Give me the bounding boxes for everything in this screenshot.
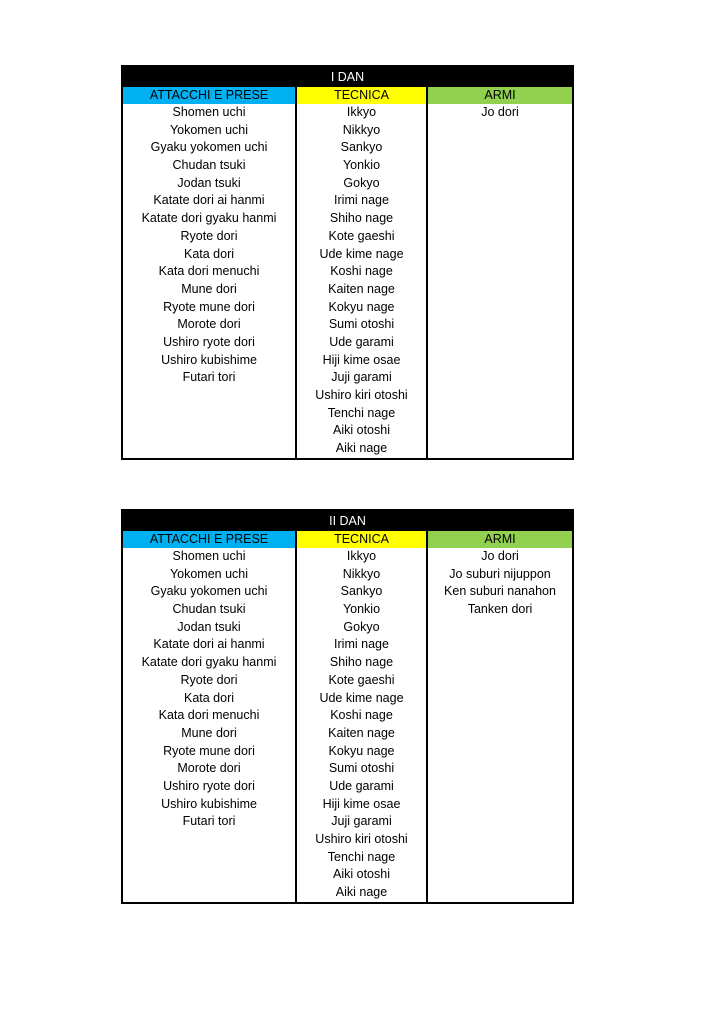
column-attacchi xyxy=(123,548,297,902)
table-cell-attacchi xyxy=(123,440,295,458)
table-cell-tecnica: Gokyo xyxy=(343,175,380,190)
table-cell-tecnica: Juji garami xyxy=(331,814,392,829)
table-cell-armi xyxy=(428,387,572,405)
table-cell-armi: Jo dori xyxy=(481,549,519,563)
table-cell-attacchi: Katate dori gyaku hanmi xyxy=(141,211,277,226)
table-cell-armi: Jo dori xyxy=(481,105,519,119)
table-cell-attacchi: Katate dori gyaku hanmi xyxy=(141,655,277,670)
table-cell-tecnica: Tenchi nage xyxy=(327,849,396,864)
table-cell-attacchi: Kata dori menuchi xyxy=(158,264,260,279)
column-tecnica xyxy=(297,548,428,902)
table-header-row xyxy=(123,531,572,548)
table-cell-armi xyxy=(428,281,572,299)
table-cell-armi xyxy=(428,228,572,246)
table-cell-attacchi: Yokomen uchi xyxy=(169,566,249,581)
table-cell-armi xyxy=(428,369,572,387)
table-cell-tecnica: Kaiten nage xyxy=(328,281,395,296)
table-cell-armi xyxy=(428,299,572,317)
table-cell-tecnica: Ikkyo xyxy=(346,549,377,563)
table-cell-attacchi: Yokomen uchi xyxy=(169,122,249,137)
table-cell-attacchi: Mune dori xyxy=(181,725,237,740)
table-header-row xyxy=(123,87,572,104)
table-cell-tecnica: Shiho nage xyxy=(329,655,394,670)
header-armi: ARMI xyxy=(428,87,572,104)
table-cell-tecnica: Ushiro kiri otoshi xyxy=(315,388,408,402)
table-cell-armi: Jo suburi nijuppon xyxy=(449,566,551,581)
table-cell-tecnica: Aiki nage xyxy=(335,885,388,900)
table-cell-armi xyxy=(428,849,572,867)
table-cell-tecnica: Irimi nage xyxy=(334,193,389,208)
dan-table-2 xyxy=(121,509,574,904)
table-cell-armi xyxy=(428,796,572,814)
table-cell-tecnica: Aiki otoshi xyxy=(333,867,390,882)
table-cell-tecnica: Yonkio xyxy=(342,158,381,173)
table-cell-attacchi: Jodan tsuki xyxy=(177,175,241,190)
table-cell-tecnica: Ude kime nage xyxy=(319,690,404,705)
table-cell-armi xyxy=(428,654,572,672)
table-cell-tecnica: Ude kime nage xyxy=(319,246,404,261)
table-cell-tecnica: Tenchi nage xyxy=(327,405,396,420)
column-tecnica xyxy=(297,104,428,458)
table-cell-attacchi: Futari tori xyxy=(182,370,236,385)
table-cell-armi xyxy=(428,246,572,264)
table-cell-tecnica: Shiho nage xyxy=(329,211,394,226)
table-cell-attacchi: Ryote dori xyxy=(180,228,238,243)
table-cell-armi xyxy=(428,690,572,708)
table-cell-armi xyxy=(428,405,572,423)
table-cell-armi xyxy=(428,316,572,334)
table-cell-attacchi: Gyaku yokomen uchi xyxy=(150,140,268,155)
table-cell-tecnica: Sumi otoshi xyxy=(328,317,395,332)
table-cell-armi xyxy=(428,884,572,902)
header-tecnica: TECNICA xyxy=(297,531,428,548)
table-cell-tecnica: Kaiten nage xyxy=(328,725,395,740)
table-cell-attacchi: Jodan tsuki xyxy=(177,619,241,634)
table-cell-tecnica: Koshi nage xyxy=(330,708,393,723)
table-cell-attacchi: Ryote dori xyxy=(180,672,238,687)
table-cell-tecnica: Kote gaeshi xyxy=(328,228,395,243)
table-cell-attacchi: Ryote mune dori xyxy=(163,743,255,758)
table-cell-armi xyxy=(428,743,572,761)
table-cell-armi: Ken suburi nanahon xyxy=(444,584,556,599)
table-cell-armi xyxy=(428,725,572,743)
table-cell-attacchi: Chudan tsuki xyxy=(172,158,246,173)
table-cell-attacchi: Shomen uchi xyxy=(172,105,246,119)
table-cell-tecnica: Juji garami xyxy=(331,370,392,385)
table-cell-tecnica: Ude garami xyxy=(329,778,394,793)
table-cell-tecnica: Gokyo xyxy=(343,619,380,634)
table-cell-attacchi xyxy=(123,422,295,440)
table-cell-armi xyxy=(428,619,572,637)
table-cell-attacchi xyxy=(123,884,295,902)
table-cell-tecnica: Kote gaeshi xyxy=(328,672,395,687)
table-cell-tecnica: Ikkyo xyxy=(346,105,377,119)
table-cell-armi xyxy=(428,334,572,352)
table-cell-attacchi xyxy=(123,387,295,405)
column-attacchi xyxy=(123,104,297,458)
table-cell-armi xyxy=(428,352,572,370)
table-cell-armi xyxy=(428,672,572,690)
header-attacchi: ATTACCHI E PRESE xyxy=(123,531,297,548)
dan-table-1 xyxy=(121,65,574,460)
column-armi xyxy=(428,104,572,458)
table-cell-armi xyxy=(428,263,572,281)
table-cell-armi: Tanken dori xyxy=(467,602,533,617)
table-cell-tecnica: Hiji kime osae xyxy=(322,796,401,811)
table-cell-attacchi: Chudan tsuki xyxy=(172,602,246,617)
table-cell-armi xyxy=(428,778,572,796)
table-cell-attacchi: Shomen uchi xyxy=(172,549,246,563)
table-body xyxy=(123,548,572,902)
table-cell-armi xyxy=(428,760,572,778)
table-cell-armi xyxy=(428,157,572,175)
table-cell-tecnica: Kokyu nage xyxy=(328,299,395,314)
table-cell-armi xyxy=(428,707,572,725)
table-cell-armi xyxy=(428,636,572,654)
table-cell-tecnica: Yonkio xyxy=(342,602,381,617)
table-cell-attacchi: Morote dori xyxy=(177,317,241,332)
table-cell-attacchi: Kata dori xyxy=(183,690,235,705)
table-cell-tecnica: Sankyo xyxy=(340,140,383,155)
table-cell-armi xyxy=(428,122,572,140)
table-cell-armi xyxy=(428,866,572,884)
table-cell-attacchi xyxy=(123,849,295,867)
table-cell-attacchi: Ushiro kubishime xyxy=(161,352,257,367)
table-body xyxy=(123,104,572,458)
table-cell-attacchi: Katate dori ai hanmi xyxy=(153,193,265,208)
table-cell-tecnica: Hiji kime osae xyxy=(322,352,401,367)
table-cell-armi xyxy=(428,210,572,228)
table-cell-attacchi: Ryote mune dori xyxy=(163,299,255,314)
table-cell-tecnica: Kokyu nage xyxy=(328,743,395,758)
table-cell-attacchi: Ushiro kubishime xyxy=(161,796,257,811)
table-cell-attacchi: Ushiro ryote dori xyxy=(163,334,255,349)
table-cell-attacchi: Kata dori xyxy=(183,246,235,261)
table-cell-attacchi: Kata dori menuchi xyxy=(158,708,260,723)
table-cell-attacchi: Ushiro ryote dori xyxy=(163,778,255,793)
table-cell-tecnica: Nikkyo xyxy=(342,566,381,581)
table-cell-attacchi: Mune dori xyxy=(181,281,237,296)
table-cell-armi xyxy=(428,440,572,458)
table-cell-tecnica: Sankyo xyxy=(340,584,383,599)
table-cell-tecnica: Koshi nage xyxy=(330,264,393,279)
header-attacchi: ATTACCHI E PRESE xyxy=(123,87,297,104)
header-armi: ARMI xyxy=(428,531,572,548)
table-cell-armi xyxy=(428,813,572,831)
table-cell-tecnica: Aiki otoshi xyxy=(333,423,390,438)
table-title: II DAN xyxy=(123,511,572,531)
table-cell-attacchi xyxy=(123,866,295,884)
table-title: I DAN xyxy=(123,67,572,87)
column-armi xyxy=(428,548,572,902)
table-cell-attacchi xyxy=(123,831,295,849)
header-tecnica: TECNICA xyxy=(297,87,428,104)
table-cell-attacchi: Futari tori xyxy=(182,814,236,829)
table-cell-attacchi xyxy=(123,405,295,423)
table-cell-tecnica: Nikkyo xyxy=(342,122,381,137)
table-cell-attacchi: Katate dori ai hanmi xyxy=(153,637,265,652)
table-cell-tecnica: Sumi otoshi xyxy=(328,761,395,776)
table-cell-tecnica: Ude garami xyxy=(329,334,394,349)
table-cell-attacchi: Morote dori xyxy=(177,761,241,776)
table-cell-armi xyxy=(428,192,572,210)
table-cell-tecnica: Irimi nage xyxy=(334,637,389,652)
table-cell-tecnica: Ushiro kiri otoshi xyxy=(315,832,408,846)
table-cell-armi xyxy=(428,831,572,849)
table-cell-attacchi: Gyaku yokomen uchi xyxy=(150,584,268,599)
table-cell-armi xyxy=(428,422,572,440)
table-cell-armi xyxy=(428,139,572,157)
table-cell-armi xyxy=(428,175,572,193)
table-cell-tecnica: Aiki nage xyxy=(335,441,388,456)
